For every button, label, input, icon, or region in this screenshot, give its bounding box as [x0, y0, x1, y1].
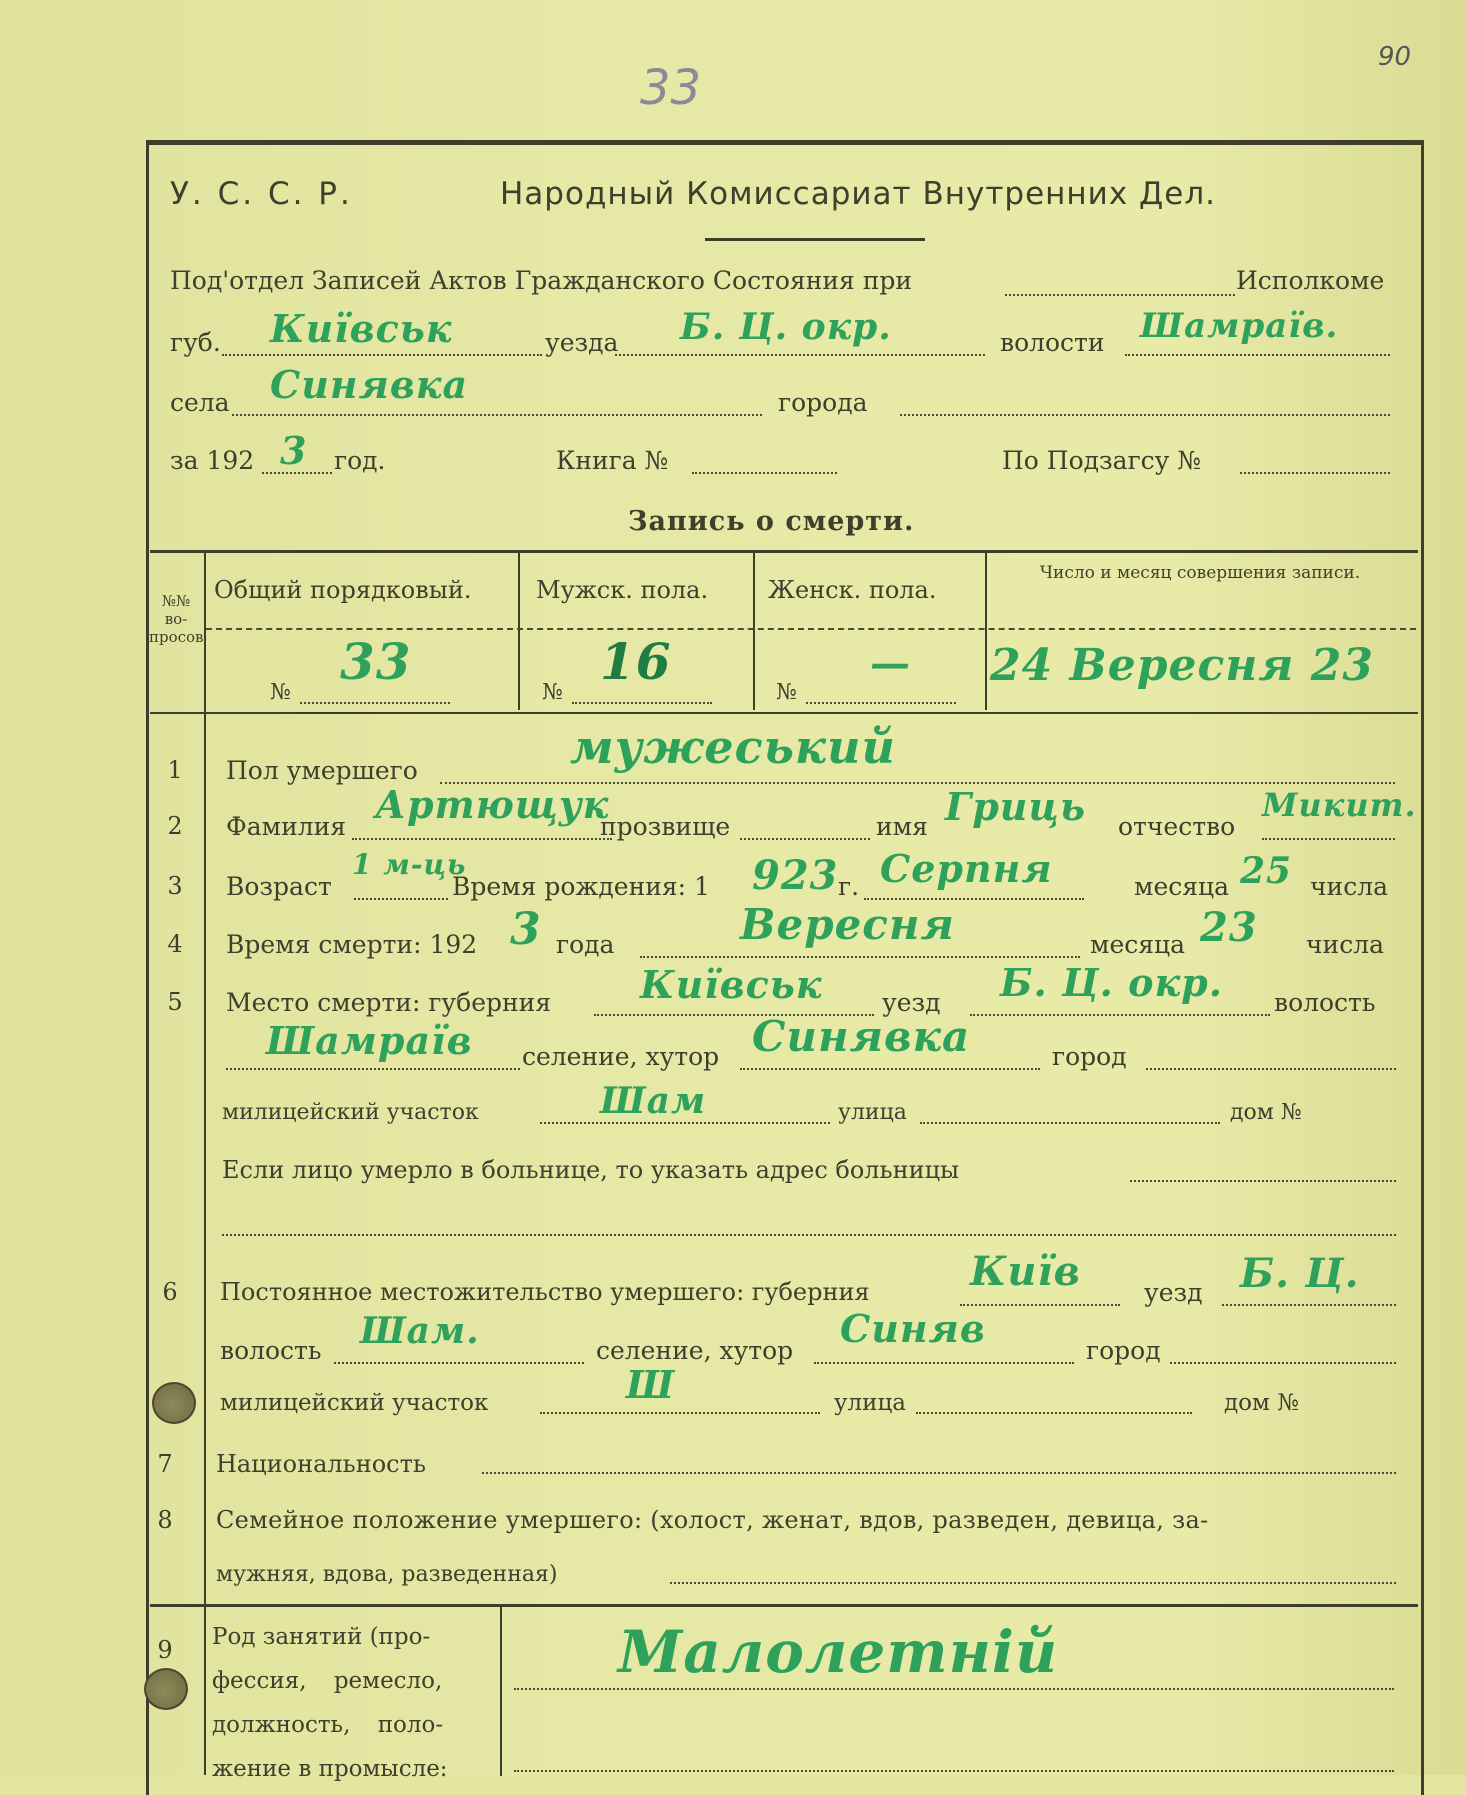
gub-value: Київськ — [270, 306, 453, 351]
gub-field[interactable] — [222, 354, 542, 356]
patronymic-value: Микит. — [1262, 786, 1417, 824]
subrecord-field[interactable] — [1240, 472, 1390, 474]
table-top-border — [150, 550, 1418, 553]
ispolkom-field[interactable] — [1005, 294, 1235, 296]
female-number-value: — — [870, 640, 911, 687]
male-number-value: 16 — [600, 632, 672, 691]
nickname-label: прозвище — [600, 812, 731, 841]
table-header-divider — [206, 628, 1416, 630]
surname-field[interactable] — [352, 838, 612, 840]
residence-house-label: дом № — [1224, 1390, 1299, 1416]
column-divider — [518, 552, 520, 710]
death-place-gorod-field[interactable] — [1146, 1068, 1396, 1070]
death-month-value: Вересня — [740, 900, 955, 949]
residence-volost-value: Шам. — [360, 1310, 480, 1352]
residence-selo-field[interactable] — [814, 1362, 1074, 1364]
age-label: Возраст — [226, 872, 332, 901]
death-place-militia-field[interactable] — [540, 1122, 830, 1124]
uezd-label: уезда — [545, 328, 619, 357]
volost-value: Шамраїв. — [1140, 306, 1339, 346]
question-number: 1 — [167, 756, 183, 784]
column-divider — [753, 552, 755, 710]
death-place-selo-field[interactable] — [740, 1068, 1040, 1070]
question-number-header: №№ во-просов — [149, 592, 204, 646]
death-place-house-label: дом № — [1230, 1100, 1302, 1125]
no-label: № — [542, 680, 563, 705]
death-time-label: Время смерти: 192 — [226, 930, 478, 959]
book-field[interactable] — [692, 472, 837, 474]
patronymic-label: отчество — [1118, 812, 1236, 841]
residence-street-field[interactable] — [916, 1412, 1192, 1414]
uezd-value: Б. Ц. окр. — [680, 306, 892, 348]
marital-status-label: Семейное положение умершего: (холост, женат, вдов, разведен, девица, за- — [216, 1506, 1209, 1534]
ispolkom-label: Исполкоме — [1236, 266, 1385, 295]
punch-hole — [144, 1668, 188, 1710]
death-place-volost-value: Шамраїв — [266, 1018, 473, 1063]
general-number-value: 33 — [340, 632, 412, 691]
question-number: 2 — [167, 812, 183, 840]
death-place-militia-label: милицейский участок — [222, 1100, 479, 1125]
residence-gorod-label: город — [1086, 1336, 1161, 1365]
residence-street-label: улица — [834, 1390, 906, 1416]
death-place-gub-value: Київськ — [640, 962, 823, 1007]
patronymic-field[interactable] — [1262, 838, 1395, 840]
selo-label: села — [170, 388, 230, 417]
hospital-field[interactable] — [1130, 1180, 1396, 1182]
hospital-label: Если лицо умерло в больнице, то указать адрес больницы — [222, 1156, 960, 1184]
marital-status-field[interactable] — [670, 1582, 1396, 1584]
death-place-street-label: улица — [838, 1100, 907, 1125]
death-place-gub-label: Место смерти: губерния — [226, 988, 552, 1017]
header-record-date: Число и месяц совершения записи. — [1039, 563, 1361, 583]
birth-year-value: 923 — [752, 852, 839, 899]
volost-field[interactable] — [1125, 354, 1390, 356]
death-place-selo-value: Синявка — [752, 1012, 971, 1061]
year-label-suffix: год. — [334, 446, 386, 475]
residence-militia-value: Ш — [626, 1362, 676, 1407]
nickname-field[interactable] — [740, 838, 870, 840]
nationality-label: Национальность — [216, 1450, 426, 1478]
question-number: 3 — [167, 872, 183, 900]
occupation-column-divider — [500, 1606, 502, 1776]
occupation-label-line: фессия, ремесло, — [212, 1668, 443, 1694]
year-value: 3 — [280, 428, 308, 473]
question-number: 4 — [167, 930, 183, 958]
residence-selo-value: Синяв — [840, 1306, 986, 1351]
record-title: Запись о смерти. — [628, 506, 915, 537]
header-female: Женск. пола. — [768, 576, 937, 604]
corner-page-number: 90 — [1378, 42, 1412, 72]
section-divider — [150, 1604, 1418, 1607]
registry-office-label: Под'отдел Записей Актов Гражданского Состояния при — [170, 266, 913, 295]
day-label: числа — [1306, 930, 1384, 959]
pencil-page-number: 33 — [640, 60, 702, 116]
ministry-title: Народный Комиссариат Внутренних Дел. — [500, 176, 1216, 212]
residence-uezd-field[interactable] — [1222, 1304, 1396, 1306]
uezd-field[interactable] — [615, 354, 985, 356]
hospital-field-line2[interactable] — [222, 1234, 1396, 1236]
column-divider — [985, 552, 987, 710]
occupation-label-line: должность, поло- — [212, 1712, 444, 1738]
residence-uezd-value: Б. Ц. — [1240, 1250, 1360, 1297]
republic-label: У. С. С. Р. — [170, 176, 353, 212]
birth-month-value: Серпня — [880, 846, 1053, 891]
death-day-value: 23 — [1200, 904, 1258, 951]
day-label: числа — [1310, 872, 1388, 901]
death-place-militia-value: Шам — [600, 1080, 707, 1122]
surname-value: Артющук — [375, 782, 610, 827]
residence-militia-label: милицейский участок — [220, 1390, 489, 1416]
residence-gub-value: Київ — [970, 1248, 1081, 1295]
occupation-label-line: Род занятий (про- — [212, 1624, 431, 1650]
death-place-selo-label: селение, хутор — [522, 1042, 720, 1071]
death-month-field[interactable] — [640, 956, 1080, 958]
header-divider — [705, 238, 925, 241]
question-number: 7 — [157, 1450, 173, 1478]
surname-label: Фамилия — [226, 812, 347, 841]
residence-gub-label: Постоянное местожительство умершего: губерния — [220, 1278, 870, 1306]
residence-uezd-label: уезд — [1144, 1278, 1203, 1307]
residence-volost-field[interactable] — [334, 1362, 584, 1364]
gorod-label: города — [778, 388, 868, 417]
selo-value: Синявка — [270, 362, 469, 407]
month-label: месяца — [1134, 872, 1229, 901]
sex-value: мужеський — [570, 720, 896, 774]
occupation-value: Малолетній — [618, 1618, 1059, 1686]
occupation-field[interactable] — [514, 1688, 1394, 1690]
death-place-volost-field[interactable] — [226, 1068, 520, 1070]
no-label: № — [270, 680, 291, 705]
table-bottom-border — [150, 712, 1418, 714]
residence-volost-label: волость — [220, 1336, 322, 1365]
punch-hole — [152, 1382, 196, 1424]
question-number: 9 — [157, 1636, 173, 1664]
gub-label: губ. — [170, 328, 221, 357]
residence-militia-field[interactable] — [540, 1412, 820, 1414]
question-number: 6 — [162, 1278, 178, 1306]
death-year-value: 3 — [510, 904, 542, 955]
residence-gorod-field[interactable] — [1170, 1362, 1396, 1364]
no-label: № — [776, 680, 797, 705]
age-value: 1 м-ць — [352, 848, 467, 881]
sex-label: Пол умершего — [226, 756, 418, 785]
gorod-field[interactable] — [900, 414, 1390, 416]
death-place-uezd-value: Б. Ц. окр. — [1000, 960, 1223, 1005]
marital-status-label-cont: мужняя, вдова, разведенная) — [216, 1562, 558, 1587]
death-place-volost-label: волость — [1274, 988, 1376, 1017]
selo-field[interactable] — [232, 414, 762, 416]
month-label: месяца — [1090, 930, 1185, 959]
question-number: 5 — [167, 988, 183, 1016]
residence-selo-label: селение, хутор — [596, 1336, 794, 1365]
book-label: Книга № — [556, 446, 669, 475]
death-place-street-field[interactable] — [920, 1122, 1220, 1124]
birth-year-suffix: г. — [838, 872, 860, 901]
subrecord-label: По Подзагсу № — [1002, 446, 1201, 475]
death-place-uezd-label: уезд — [882, 988, 941, 1017]
general-number-field[interactable] — [300, 702, 450, 704]
header-male: Мужск. пола. — [536, 576, 709, 604]
name-label: имя — [876, 812, 928, 841]
age-field[interactable] — [354, 898, 448, 900]
death-place-gorod-label: город — [1052, 1042, 1127, 1071]
occupation-field-line2[interactable] — [514, 1770, 1394, 1772]
birth-label: Время рождения: 1 — [452, 872, 710, 901]
female-number-field[interactable] — [806, 702, 956, 704]
death-place-uezd-field[interactable] — [970, 1014, 1270, 1016]
record-date-value: 24 Вересня 23 — [990, 640, 1374, 691]
nationality-field[interactable] — [482, 1472, 1396, 1474]
occupation-label-line: жение в промысле: — [212, 1756, 448, 1782]
male-number-field[interactable] — [572, 702, 712, 704]
year-label-prefix: за 192 — [170, 446, 255, 475]
header-general-number: Общий порядковый. — [214, 576, 472, 604]
question-number: 8 — [157, 1506, 173, 1534]
question-number-column-border — [204, 552, 206, 1775]
birth-day-value: 25 — [1240, 850, 1293, 892]
death-year-suffix: года — [556, 930, 615, 959]
name-value: Гриць — [945, 784, 1087, 829]
volost-label: волости — [1000, 328, 1105, 357]
